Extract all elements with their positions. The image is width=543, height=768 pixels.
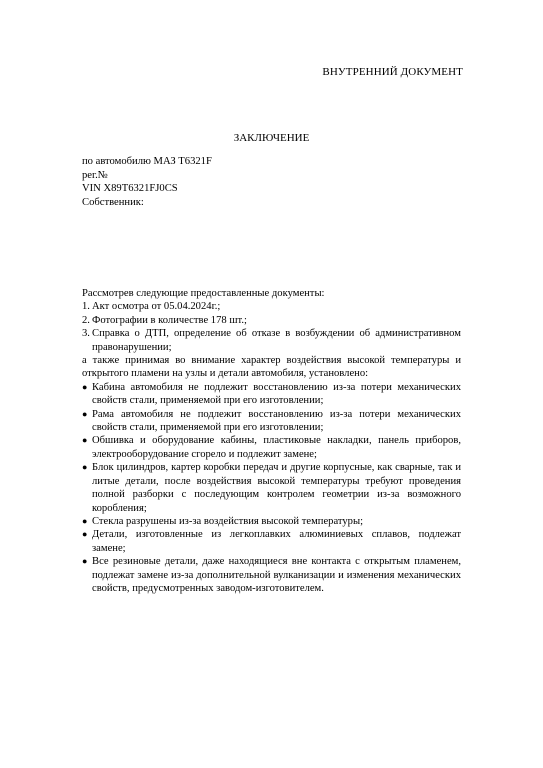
list-item bbox=[82, 555, 461, 595]
finding-text: Кабина автомобиля не подлежит восстановлению из-за потери механических свойств стали, применяемой при его изготовлении; bbox=[92, 381, 461, 407]
vehicle-info bbox=[82, 155, 442, 209]
document-type-label: ВНУТРЕННИЙ ДОКУМЕНТ bbox=[322, 66, 463, 78]
list-item bbox=[82, 408, 461, 435]
list-number: 1. bbox=[82, 301, 90, 313]
finding-text: Блок цилиндров, картер коробки передач и другие корпусные, как сварные, так и литые детали, после воздействия высокой температуры требуют проведения полной разборки с последующим контролем геометрии из-за возможного коробления; bbox=[92, 462, 461, 514]
finding-text: Все резиновые детали, даже находящиеся вне контакта с открытым пламенем, подлежат замене из-за дополнительной вулканизации и изменения механических свойств, предусмотренных заводом-изготовителем. bbox=[92, 556, 461, 594]
list-item bbox=[82, 300, 461, 313]
documents-list bbox=[82, 300, 461, 354]
bullet-icon: ● bbox=[82, 556, 88, 567]
intro-text: Рассмотрев следующие предоставленные документы: bbox=[82, 288, 325, 299]
list-item bbox=[82, 314, 461, 327]
vehicle-reg: рег.№ bbox=[82, 169, 108, 181]
finding-text: Рама автомобиля не подлежит восстановлению из-за потери механических свойств стали, применяемой при его изготовлении; bbox=[92, 408, 461, 434]
list-item bbox=[82, 528, 461, 555]
list-text: Справка о ДТП, определение об отказе в возбуждении об административном правонарушении; bbox=[92, 328, 461, 353]
bullet-icon: ● bbox=[82, 381, 88, 392]
considering-text: а также принимая во внимание характер воздействия высокой температуры и открытого пламени на узлы и детали автомобиля, установлено: bbox=[82, 355, 461, 380]
findings-list bbox=[82, 381, 461, 596]
vehicle-vin: VIN X89T6321FJ0CS bbox=[82, 183, 178, 195]
vehicle-model: по автомобилю МАЗ Т6321F bbox=[82, 156, 212, 167]
list-item bbox=[82, 381, 461, 408]
list-text: Фотографии в количестве 178 шт.; bbox=[92, 314, 247, 326]
document-title: ЗАКЛЮЧЕНИЕ bbox=[233, 132, 310, 144]
finding-text: Детали, изготовленные из легкоплавких алюминиевых сплавов, подлежат замене; bbox=[92, 529, 461, 554]
bullet-icon: ● bbox=[82, 408, 88, 419]
vehicle-owner: Собственник: bbox=[82, 196, 144, 208]
document-body bbox=[82, 287, 461, 595]
bullet-icon: ● bbox=[82, 462, 88, 473]
bullet-icon: ● bbox=[82, 529, 88, 540]
list-item bbox=[82, 461, 461, 515]
list-number: 3. bbox=[82, 328, 90, 340]
bullet-icon: ● bbox=[82, 515, 88, 526]
list-item bbox=[82, 327, 461, 354]
finding-text: Обшивка и оборудование кабины, пластиковые накладки, панель приборов, электрооборудование сгорело и подлежит замене; bbox=[92, 435, 461, 460]
list-text: Акт осмотра от 05.04.2024г.; bbox=[92, 301, 221, 313]
list-number: 2. bbox=[82, 314, 90, 326]
list-item bbox=[82, 434, 461, 461]
finding-text: Стекла разрушены из-за воздействия высокой температуры; bbox=[92, 515, 364, 527]
list-item bbox=[82, 515, 461, 528]
bullet-icon: ● bbox=[82, 435, 88, 446]
